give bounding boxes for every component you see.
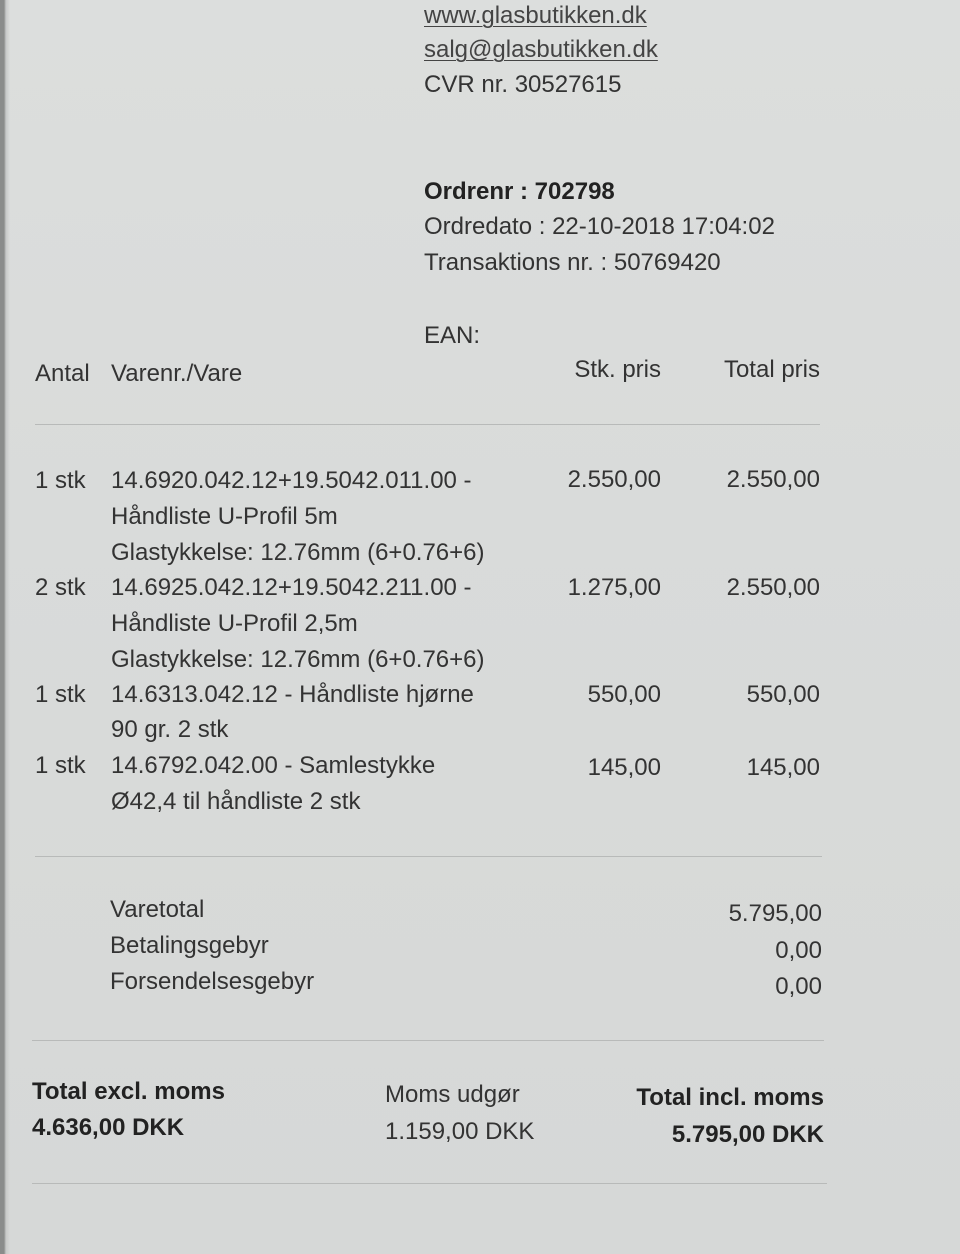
divider-bottom [32,1183,827,1184]
col-total-price-header: Total pris [723,356,820,383]
website-link[interactable]: www.glasbutikken.dk [424,2,647,29]
email-link[interactable]: salg@glasbutikken.dk [424,36,658,63]
line-desc: 14.6313.042.12 - Håndliste hjørne [111,681,474,708]
line-desc: 14.6925.042.12+19.5042.211.00 - [111,574,472,601]
order-date: Ordredato : 22-10-2018 17:04:02 [424,213,775,240]
forsendelsesgebyr-label: Forsendelsesgebyr [110,968,315,995]
line-qty: 1 stk [35,752,86,779]
line-desc: Ø42,4 til håndliste 2 stk [111,788,361,815]
moms-label: Moms udgør [385,1081,520,1108]
ean-label: EAN: [424,322,481,349]
line-qty: 2 stk [35,574,86,601]
line-unit-price: 1.275,00 [567,574,661,601]
col-qty-header: Antal [35,360,90,387]
total-incl-value: 5.795,00 DKK [671,1121,824,1148]
line-desc: 14.6792.042.00 - Samlestykke [111,752,436,779]
line-unit-price: 550,00 [587,681,661,708]
divider-summary [32,1040,824,1041]
line-total-price: 2.550,00 [726,574,820,601]
page-edge [0,0,10,1254]
line-total-price: 2.550,00 [726,466,820,493]
total-excl-label: Total excl. moms [32,1078,225,1105]
betalingsgebyr-value: 0,00 [775,937,822,964]
line-total-price: 550,00 [746,681,820,708]
divider-header [35,424,820,425]
line-total-price: 145,00 [746,754,820,781]
cvr-number: CVR nr. 30527615 [424,71,622,98]
varetotal-value: 5.795,00 [728,900,822,927]
line-desc: Glastykkelse: 12.76mm (6+0.76+6) [111,539,485,566]
forsendelsesgebyr-value: 0,00 [775,973,822,1000]
order-number: Ordrenr : 702798 [424,178,615,205]
total-excl-value: 4.636,00 DKK [32,1114,185,1141]
moms-value: 1.159,00 DKK [385,1118,535,1145]
line-desc: 90 gr. 2 stk [111,716,229,743]
total-incl-label: Total incl. moms [636,1084,824,1111]
line-unit-price: 145,00 [587,754,661,781]
betalingsgebyr-label: Betalingsgebyr [110,932,269,959]
line-desc: Håndliste U-Profil 2,5m [111,610,358,637]
line-unit-price: 2.550,00 [567,466,661,493]
line-qty: 1 stk [35,681,86,708]
col-item-header: Varenr./Vare [111,360,243,387]
line-desc: Håndliste U-Profil 5m [111,503,338,530]
col-unit-price-header: Stk. pris [574,356,661,383]
line-desc: 14.6920.042.12+19.5042.011.00 - [111,467,472,494]
transaction-number: Transaktions nr. : 50769420 [424,249,721,276]
line-desc: Glastykkelse: 12.76mm (6+0.76+6) [111,646,485,673]
divider-items [35,856,822,857]
line-qty: 1 stk [35,467,86,494]
varetotal-label: Varetotal [110,896,205,923]
